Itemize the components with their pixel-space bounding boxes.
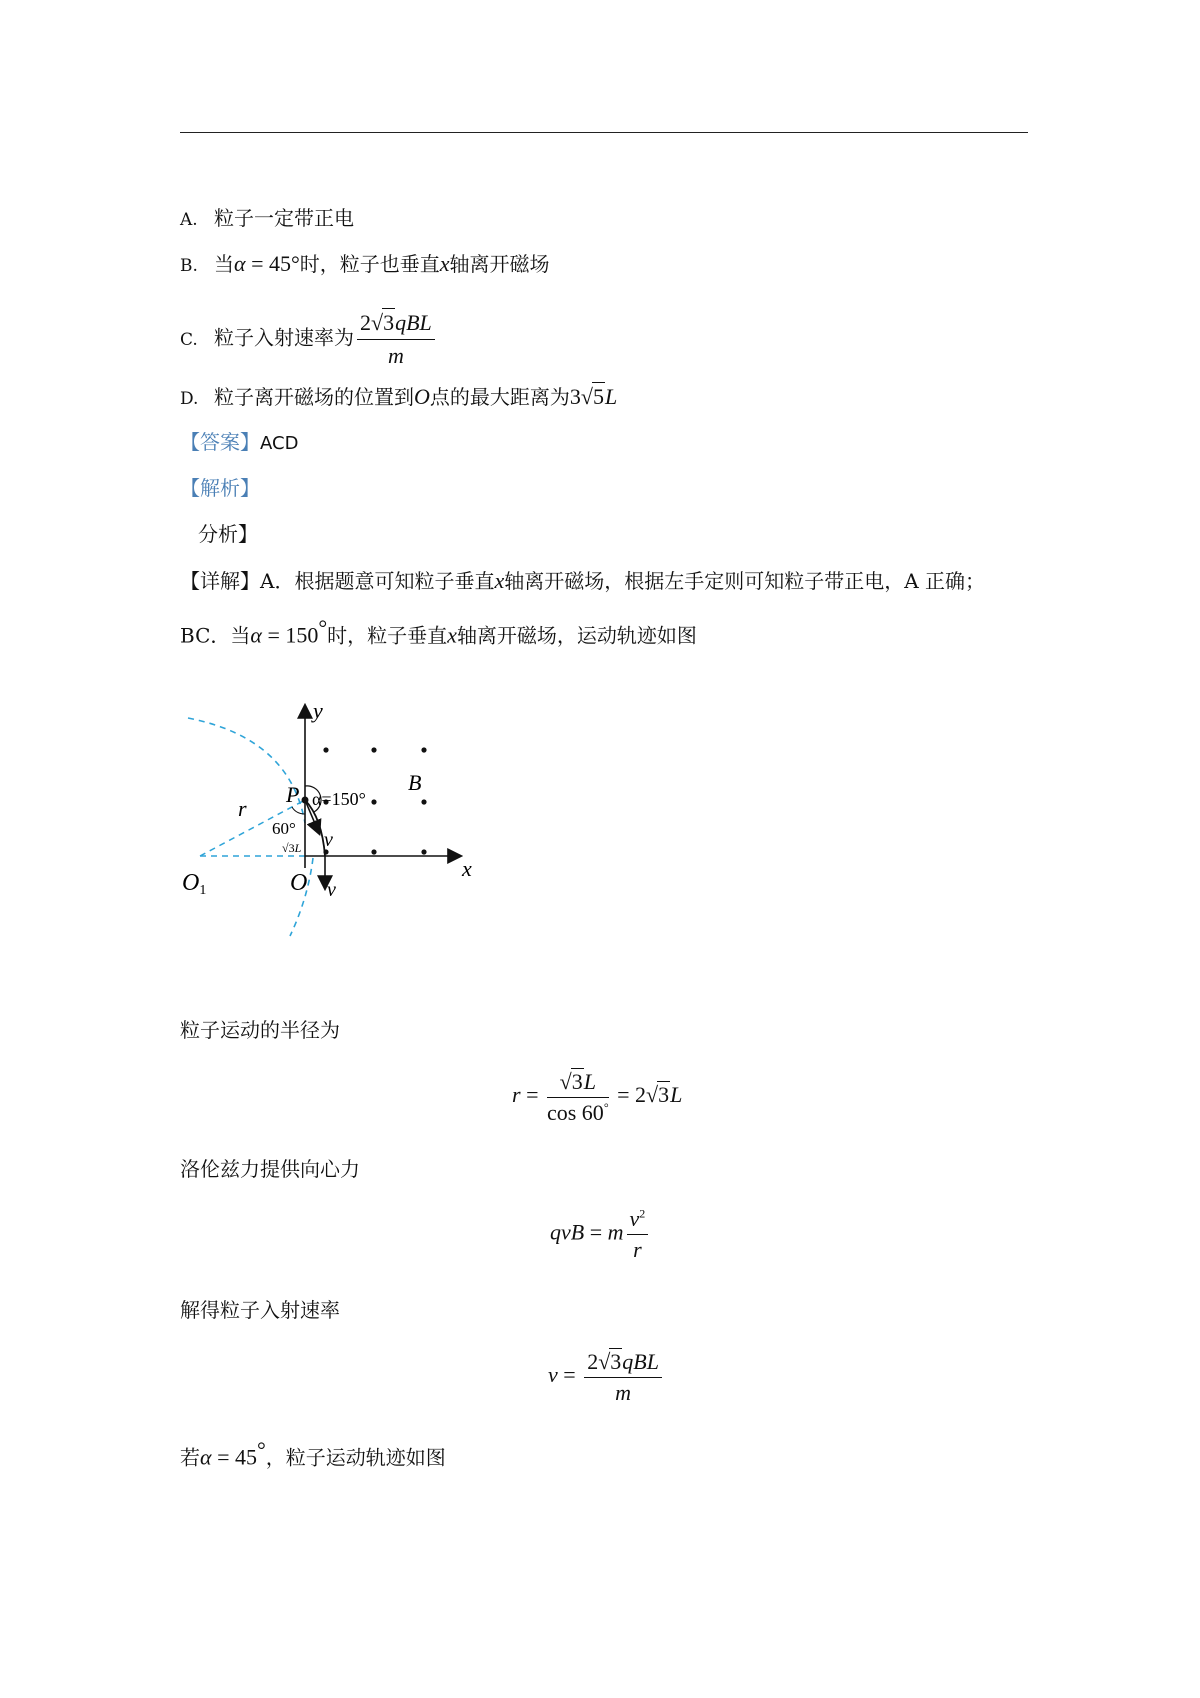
option-text: 粒子一定带正电 — [214, 206, 354, 230]
alpha-symbol: α — [234, 251, 246, 276]
answer-line — [180, 428, 298, 458]
detail-label: 【详解】 — [180, 569, 260, 593]
bc-text: BC．当 — [180, 623, 251, 648]
option-c — [180, 308, 438, 370]
analysis-label: 【解析】 — [180, 476, 260, 500]
trajectory-diagram — [180, 698, 500, 948]
bc-text: 轴离开磁场，运动轨迹如图 — [456, 623, 697, 648]
option-text: 时，粒子也垂直 — [299, 252, 440, 276]
denominator: m — [387, 343, 404, 368]
bc-text: 时，粒子垂直 — [327, 623, 448, 648]
fenxi-text: 分析】 — [198, 522, 258, 546]
degree: ° — [256, 1437, 266, 1462]
option-letter: B. — [180, 256, 198, 276]
exponent: 2 — [639, 1206, 646, 1221]
o1-main: O — [182, 870, 200, 896]
detail-text: 轴离开磁场，根据左手定则可知粒子带正电，A 正确； — [504, 569, 986, 593]
b-label: B — [408, 770, 422, 795]
degree: ° — [318, 615, 328, 640]
x-symbol: x — [447, 622, 457, 648]
x-symbol: x — [439, 251, 450, 276]
detail-line — [180, 567, 985, 595]
option-text: 粒子离开磁场的位置到 — [214, 385, 414, 409]
equation-speed: v = $\frac{\text{2√3qBL}}{m}$ — [548, 1348, 665, 1406]
cos-fn: cos 60 — [546, 1100, 604, 1125]
last-line — [180, 1436, 446, 1472]
option-letter: C. — [180, 329, 198, 350]
y-axis-label: y — [313, 698, 323, 723]
option-a — [180, 204, 354, 234]
radicand: 3 — [288, 841, 295, 855]
denominator: m — [615, 1380, 632, 1405]
option-text: 点的最大距离为 — [429, 385, 570, 409]
radicand: 3 — [571, 1069, 583, 1094]
detail-text: A．根据题意可知粒子垂直 — [260, 569, 495, 593]
alpha-label: α=150° — [312, 789, 366, 809]
math-value: = 150 — [261, 622, 319, 648]
answer-label: 【答案】 — [180, 430, 260, 454]
var: L — [583, 1069, 596, 1094]
option-text: 轴离开磁场 — [449, 252, 550, 276]
r-label: r — [238, 796, 247, 821]
lhs: qvB — [550, 1219, 585, 1245]
var: L — [604, 384, 618, 409]
fraction — [627, 1206, 649, 1263]
coef: 2 — [635, 1082, 647, 1108]
answer-value: ACD — [260, 433, 299, 454]
m: m — [607, 1219, 624, 1245]
vars: qBL — [622, 1349, 659, 1374]
vars: qBL — [395, 310, 432, 335]
math-value: = 45 — [211, 1444, 257, 1470]
o-label: O — [290, 870, 308, 896]
x-axis-label: x — [462, 856, 472, 881]
bc-line — [180, 614, 697, 650]
header-rule — [180, 132, 1028, 133]
coef: 2 — [360, 310, 371, 335]
o1-sub: 1 — [199, 883, 207, 898]
last-text: 若 — [180, 1445, 200, 1470]
v-label-exit: v — [327, 879, 336, 901]
sqrt3l-label: √3L — [282, 841, 302, 855]
degree: ° — [603, 1100, 609, 1115]
var: L — [294, 841, 302, 855]
radicand: 3 — [383, 310, 395, 335]
speed-fraction: $\frac{\text{2√3qBL}}{m}$ — [357, 308, 435, 370]
numerator: v — [629, 1206, 640, 1231]
x-symbol: x — [494, 568, 505, 593]
fraction: $\frac{\text{2√3qBL}}{m}$ — [584, 1348, 662, 1406]
fraction: $\frac{√3L}{\cos 60^\circ}$ — [546, 1069, 609, 1125]
alpha-symbol: α — [200, 1444, 212, 1470]
last-text: ，粒子运动轨迹如图 — [265, 1445, 446, 1470]
equation-lorentz: qvB = m $\frac{v^2}{r}$ — [550, 1206, 651, 1263]
o-symbol: O — [414, 384, 430, 409]
lorentz-text: 洛伦兹力提供向心力 — [180, 1157, 360, 1181]
alpha-symbol: α — [250, 622, 262, 648]
option-letter: A. — [180, 210, 198, 230]
option-b — [180, 250, 550, 280]
v-label-p: v — [324, 829, 333, 851]
var: L — [670, 1082, 683, 1108]
option-d: D. 粒子离开磁场的位置到O点的最大距离为3√5L — [180, 382, 617, 413]
lhs: v — [548, 1362, 558, 1388]
angle60-label: 60° — [272, 819, 296, 838]
coef: 2 — [587, 1349, 599, 1374]
radicand: 3 — [610, 1349, 622, 1374]
coef: 3 — [569, 384, 581, 409]
math-value: = 45° — [245, 251, 300, 276]
option-text: 当 — [214, 252, 234, 276]
equation-radius: r = $\frac{√3L}{\cos 60^\circ}$ = 2√3L — [512, 1069, 683, 1125]
p-label: P — [286, 782, 300, 807]
radicand: 3 — [658, 1082, 670, 1108]
denominator: r — [633, 1237, 642, 1262]
option-letter: D. — [180, 389, 199, 409]
solve-text: 解得粒子入射速率 — [180, 1298, 340, 1322]
option-text: 粒子入射速率为 — [214, 325, 354, 350]
radicand: 5 — [592, 384, 604, 409]
o1-label — [182, 870, 206, 898]
radius-text: 粒子运动的半径为 — [180, 1018, 340, 1042]
lhs: r — [512, 1082, 521, 1108]
